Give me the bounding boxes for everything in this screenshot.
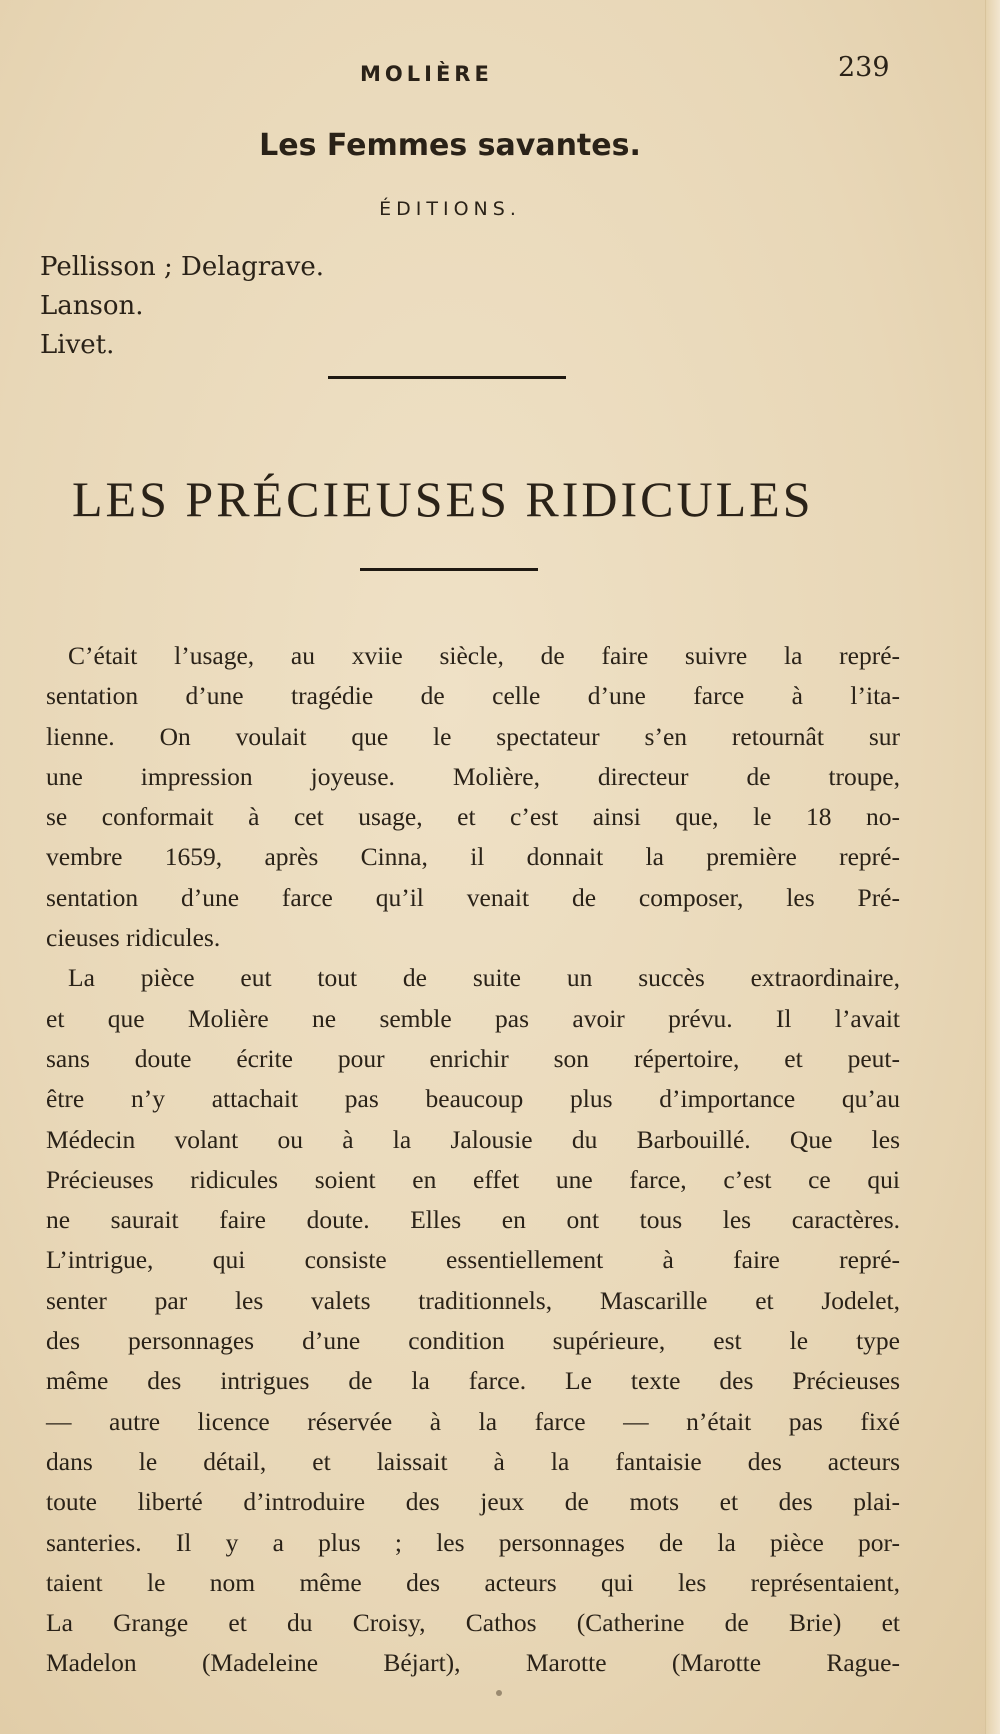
text-line: — autre licence réservée à la farce — n’était pas fixé [46,1406,900,1436]
text-line: sans doute écrite pour enrichir son répertoire, et peut- [46,1043,900,1073]
paragraph [46,958,900,1683]
text-line: sentation d’une farce qu’il venait de composer, les Pré- [46,882,900,912]
text-line: taient le nom même des acteurs qui les représentaient, [46,1567,900,1597]
text-line: des personnages d’une condition supérieure, est le type [46,1326,900,1356]
chapter-title: LES PRÉCIEUSES RIDICULES [72,471,814,527]
text-line: vembre 1659, après Cinna, il donnait la première repré- [46,842,900,872]
text-line: et que Molière ne semble pas avoir prévu. Il l’avait [46,1003,900,1033]
text-line: se conformait à cet usage, et c’est ainsi que, le 18 no- [46,802,900,832]
play-title: Les Femmes savantes. [259,128,641,163]
text-line: Madelon (Madeleine Béjart), Marotte (Marotte Rague- [46,1648,900,1678]
text-line: La pièce eut tout de suite un succès extraordinaire, [68,963,900,993]
divider-rule [360,568,538,571]
editions-heading: ÉDITIONS. [379,198,521,220]
page-edge [985,0,1000,1734]
text-line: même des intrigues de la farce. Le texte des Précieuses [46,1366,900,1396]
edition-item: Pellisson ; Delagrave. [40,252,324,282]
edition-item: Livet. [40,330,115,360]
text-line: C’était l’usage, au xviie siècle, de faire suivre la repré- [68,641,900,670]
paragraph [46,636,900,958]
page-number: 239 [838,52,890,83]
text-line: Précieuses ridicules soient en effet une farce, c’est ce qui [46,1164,900,1194]
text-line: senter par les valets traditionnels, Mascarille et Jodelet, [46,1285,900,1315]
text-line: sentation d’une tragédie de celle d’une farce à l’ita- [46,681,900,711]
edition-item: Lanson. [40,291,144,321]
editions-list [40,248,324,365]
text-line: toute liberté d’introduire des jeux de mots et des plai- [46,1487,900,1517]
text-line: cieuses ridicules. [46,923,221,953]
text-line: lienne. On voulait que le spectateur s’en retournât sur [46,721,900,751]
text-line: La Grange et du Croisy, Cathos (Catherine de Brie) et [46,1608,900,1638]
body-text [46,636,900,1684]
divider-rule [328,376,566,379]
text-line: ne saurait faire doute. Elles en ont tous les caractères. [46,1205,900,1235]
text-line: être n’y attachait pas beaucoup plus d’importance qu’au [46,1084,900,1114]
ink-speck [496,1690,502,1696]
text-line: une impression joyeuse. Molière, directeur de troupe, [46,761,900,791]
text-line: santeries. Il y a plus ; les personnages de la pièce por- [46,1527,900,1557]
text-line: dans le détail, et laissait à la fantaisie des acteurs [46,1446,900,1476]
running-head: MOLIÈRE [360,62,493,86]
text-line: L’intrigue, qui consiste essentiellement à faire repré- [46,1245,900,1275]
text-line: Médecin volant ou à la Jalousie du Barbouillé. Que les [46,1124,900,1154]
